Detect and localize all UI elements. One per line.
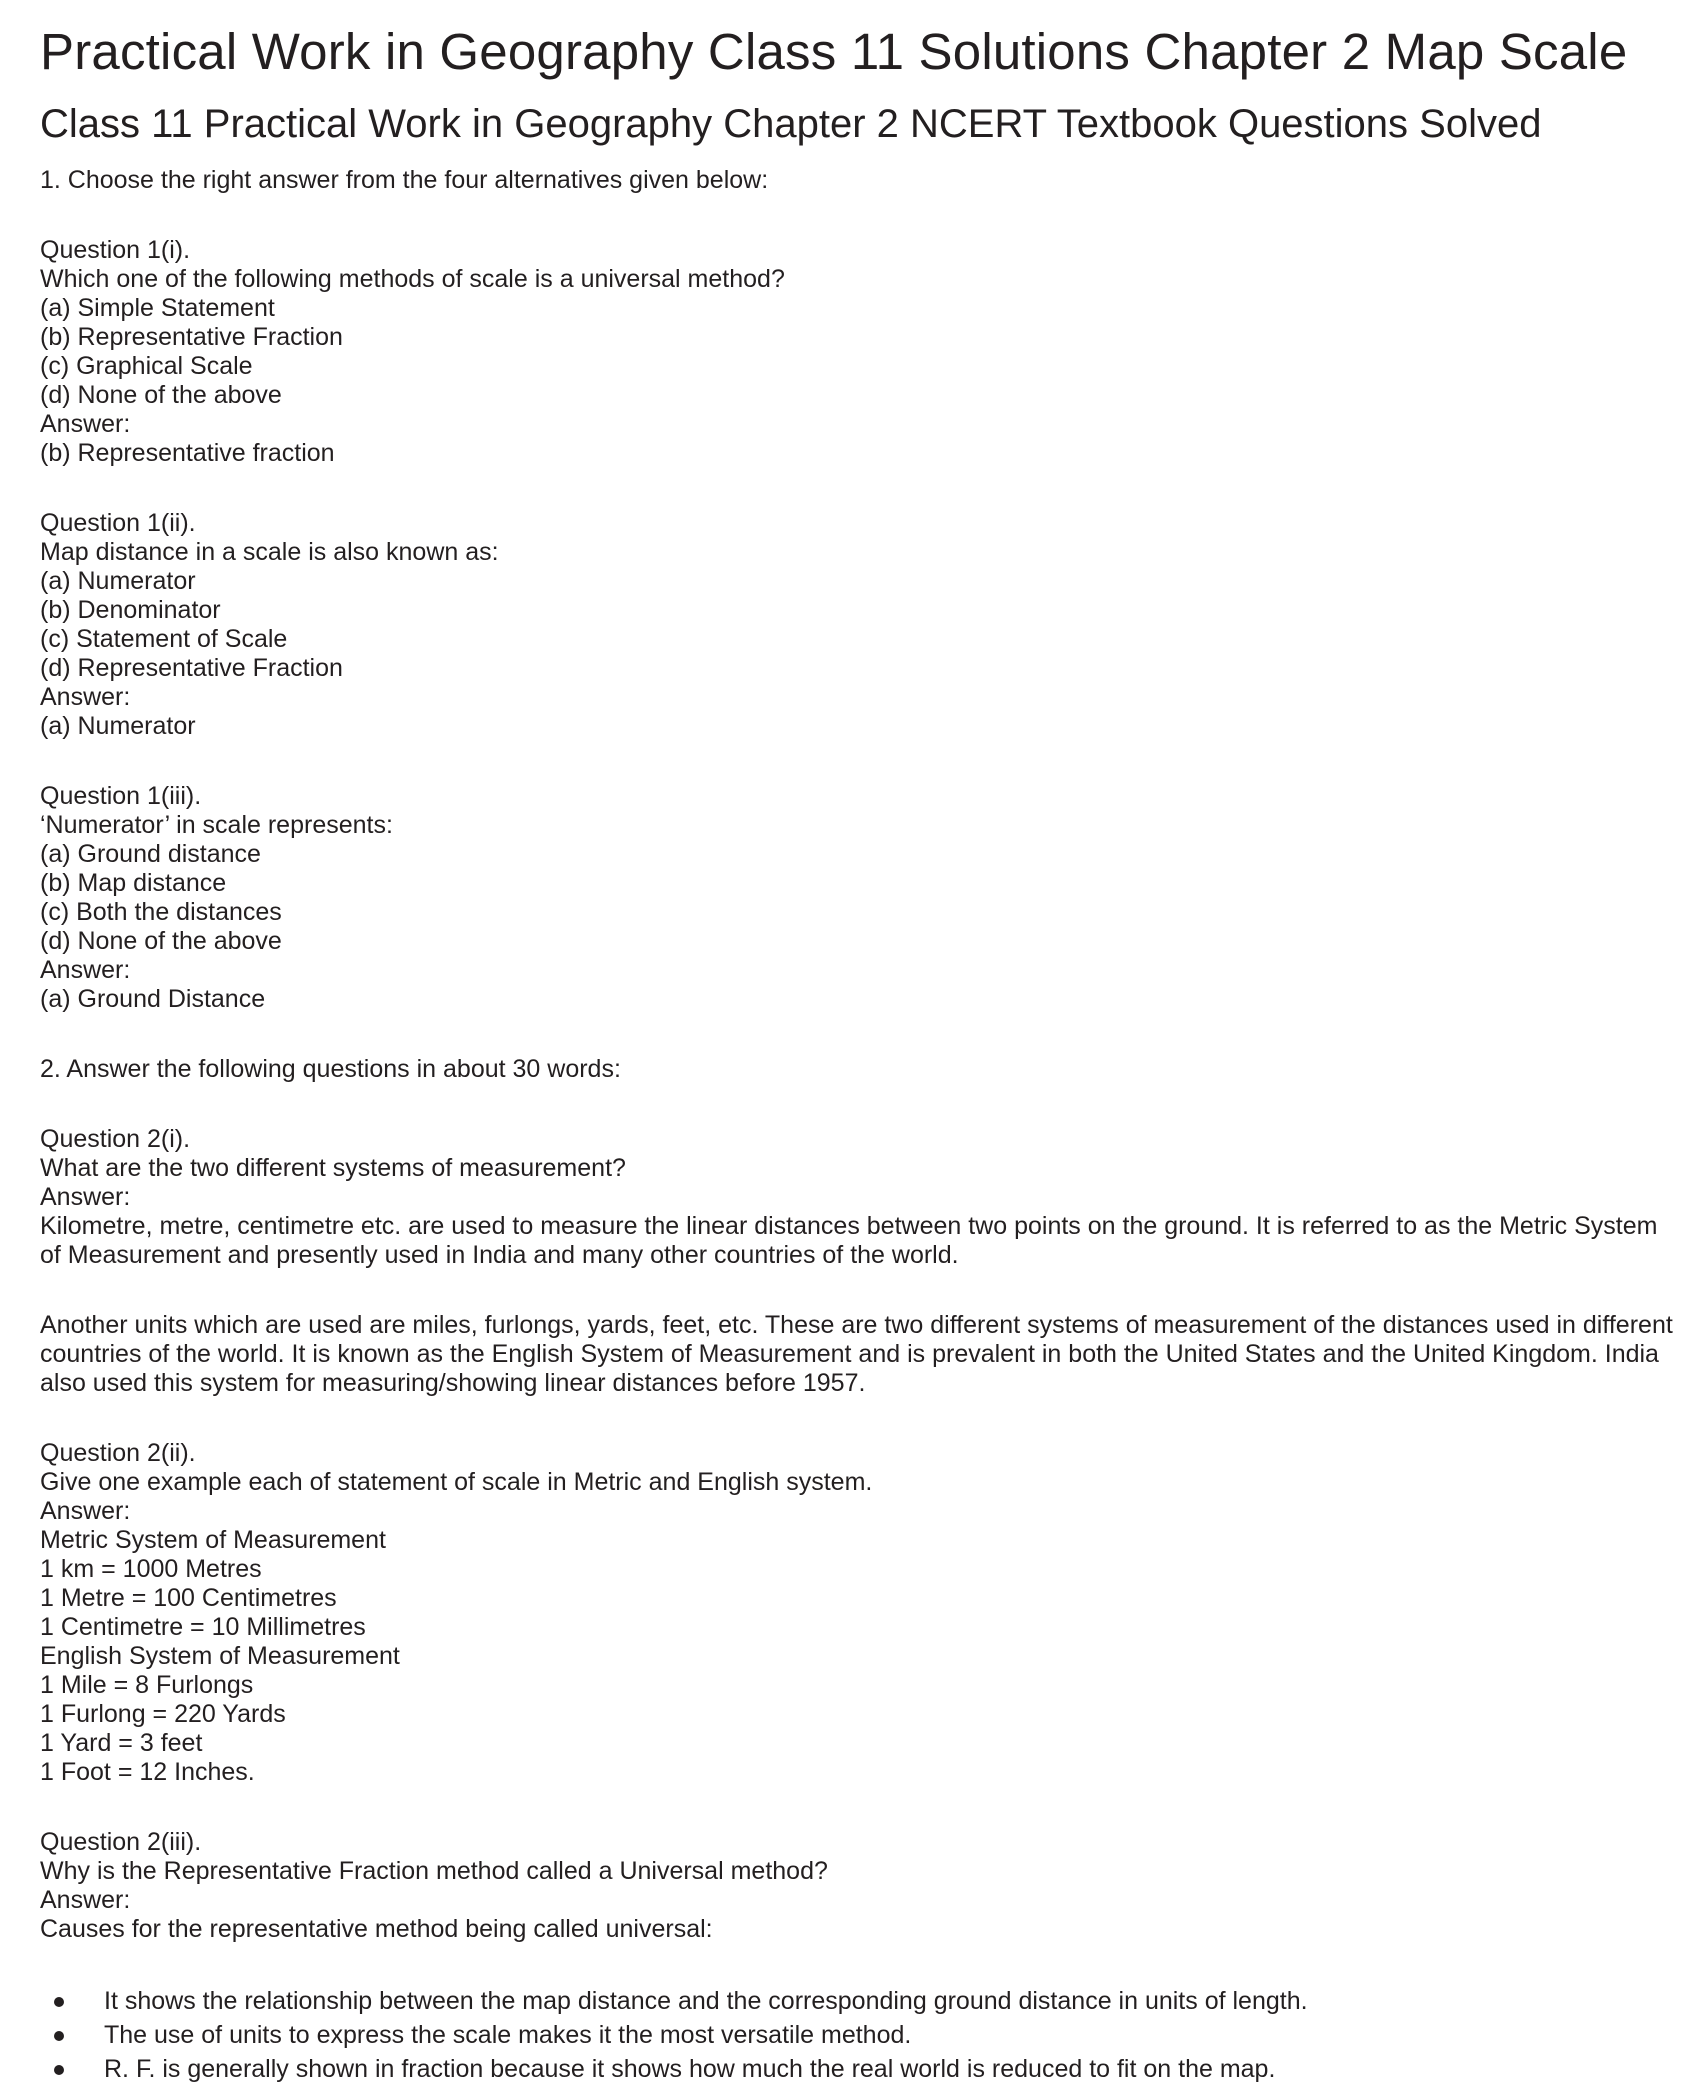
question-text: ‘Numerator’ in scale represents: (40, 811, 393, 839)
option-d: (d) Representative Fraction (40, 654, 343, 682)
answer-paragraph: Another units which are used are miles, furlongs, yards, feet, etc. These are two different systems of measurement of the distances used in different countries of the world. It is known as the English System of Measurement and is prevalent in both the United States and the United Kingdom. India also used this system for measuring/showing linear distances before 1957. (40, 1311, 1673, 1397)
answer-text: (b) Representative fraction (40, 439, 335, 467)
option-d: (d) None of the above (40, 381, 282, 409)
bullet-icon (54, 2031, 64, 2041)
question-text: Why is the Representative Fraction method called a Universal method? (40, 1857, 828, 1885)
measurement-line: 1 Yard = 3 feet (40, 1729, 203, 1757)
option-b: (b) Denominator (40, 596, 221, 624)
question-1-i (40, 236, 1680, 468)
question-label: Question 1(i). (40, 236, 191, 264)
question-label: Question 1(iii). (40, 782, 202, 810)
section2-heading: 2. Answer the following questions in about 30 words: (40, 1055, 621, 1083)
question-text: Map distance in a scale is also known as: (40, 538, 499, 566)
bullet-list (40, 1984, 1680, 2086)
answer-text: (a) Ground Distance (40, 985, 266, 1013)
bullet-item (40, 2018, 1680, 2052)
answer-intro: Causes for the representative method being called universal: (40, 1915, 713, 1943)
measurement-line: 1 Centimetre = 10 Millimetres (40, 1613, 366, 1641)
option-b: (b) Representative Fraction (40, 323, 343, 351)
option-c: (c) Graphical Scale (40, 352, 253, 380)
answer-label: Answer: (40, 410, 131, 438)
option-a: (a) Simple Statement (40, 294, 275, 322)
bullet-item (40, 1984, 1680, 2018)
option-a: (a) Ground distance (40, 840, 261, 868)
bullet-icon (54, 1997, 64, 2007)
option-d: (d) None of the above (40, 927, 282, 955)
measurement-line: 1 Metre = 100 Centimetres (40, 1584, 337, 1612)
question-2-iii (40, 1828, 1680, 1944)
measurement-line: 1 Foot = 12 Inches. (40, 1758, 255, 1786)
question-1-iii (40, 782, 1680, 1014)
option-c: (c) Statement of Scale (40, 625, 288, 653)
option-a: (a) Numerator (40, 567, 196, 595)
page-title: Practical Work in Geography Class 11 Solutions Chapter 2 Map Scale (40, 23, 1628, 80)
measurement-line: 1 km = 1000 Metres (40, 1555, 262, 1583)
answer-paragraph: Kilometre, metre, centimetre etc. are used to measure the linear distances between two points on the ground. It is referred to as the Metric System of Measurement and presently used in India and many other countries of the world. (40, 1212, 1658, 1269)
document-page (40, 20, 1680, 2086)
section1-heading: 1. Choose the right answer from the four alternatives given below: (40, 166, 769, 194)
answer-label: Answer: (40, 1886, 131, 1914)
bullet-text: The use of units to express the scale makes it the most versatile method. (104, 2021, 912, 2049)
question-label: Question 2(i). (40, 1125, 191, 1153)
english-heading: English System of Measurement (40, 1642, 400, 1670)
answer-label: Answer: (40, 1183, 131, 1211)
question-text: Give one example each of statement of scale in Metric and English system. (40, 1468, 873, 1496)
question-text: What are the two different systems of measurement? (40, 1154, 626, 1182)
question-2-i (40, 1125, 1680, 1270)
option-c: (c) Both the distances (40, 898, 282, 926)
answer-label: Answer: (40, 683, 131, 711)
option-b: (b) Map distance (40, 869, 227, 897)
bullet-item (40, 2052, 1680, 2086)
measurement-line: 1 Mile = 8 Furlongs (40, 1671, 254, 1699)
metric-heading: Metric System of Measurement (40, 1526, 386, 1554)
bullet-text: It shows the relationship between the map distance and the corresponding ground distance in units of length. (104, 1987, 1308, 2015)
question-1-ii (40, 509, 1680, 741)
answer-text: (a) Numerator (40, 712, 196, 740)
question-2-ii (40, 1439, 1680, 1787)
measurement-line: 1 Furlong = 220 Yards (40, 1700, 286, 1728)
question-text: Which one of the following methods of scale is a universal method? (40, 265, 785, 293)
bullet-text: R. F. is generally shown in fraction because it shows how much the real world is reduced to fit on the map. (104, 2055, 1276, 2083)
question-label: Question 1(ii). (40, 509, 196, 537)
answer-label: Answer: (40, 1497, 131, 1525)
bullet-icon (54, 2065, 64, 2075)
page-subtitle: Class 11 Practical Work in Geography Chapter 2 NCERT Textbook Questions Solved (40, 102, 1542, 146)
question-label: Question 2(iii). (40, 1828, 202, 1856)
question-label: Question 2(ii). (40, 1439, 196, 1467)
answer-label: Answer: (40, 956, 131, 984)
